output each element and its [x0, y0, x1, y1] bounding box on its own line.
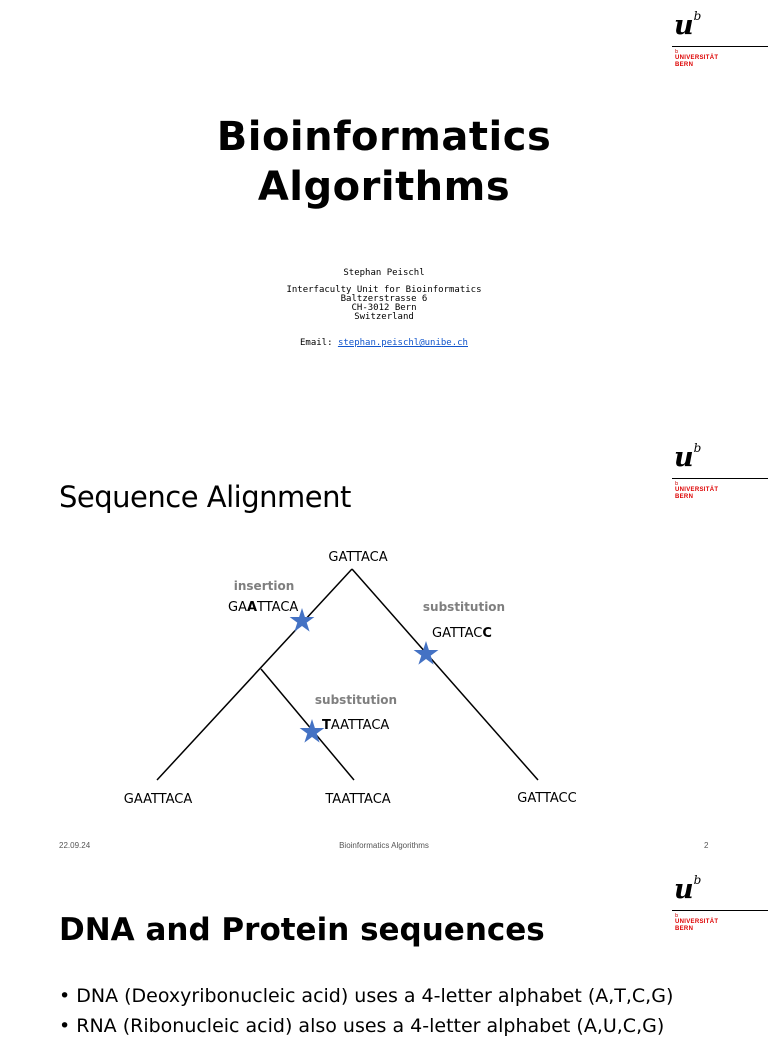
email-line — [0, 339, 768, 348]
page-number: 2 — [704, 841, 709, 850]
email-label: Email: — [300, 338, 333, 348]
insertion-label: insertion — [233, 579, 295, 593]
substitution-mid-label: substitution — [314, 693, 398, 707]
slide-title: DNA and Protein sequences — [59, 912, 545, 948]
logo-text: UNIVERSITÄT BERN — [675, 919, 719, 932]
logo-text: UNIVERSITÄT BERN — [675, 55, 719, 68]
substitution-right-label: substitution — [422, 600, 506, 614]
root-sequence: GATTACA — [328, 550, 388, 565]
university-logo — [672, 0, 768, 72]
slide-title: Sequence Alignment — [59, 480, 351, 514]
leaf-mid: TAATTACA — [325, 792, 391, 807]
author-country: Switzerland — [354, 312, 414, 322]
substitution-right-sequence: GATTACC — [432, 626, 492, 641]
footer-date: 22.09.24 — [59, 841, 91, 850]
sequence-alignment-slide — [0, 432, 768, 864]
logo-rule — [672, 910, 768, 911]
bullet-item: • DNA (Deoxyribonucleic acid) uses a 4-letter alphabet (A,T,C,G) — [59, 985, 674, 1007]
author-city: CH-3012 Bern — [351, 303, 417, 313]
substitution-mid-sequence: TAATTACA — [322, 718, 390, 733]
bullet-item: • RNA (Ribonucleic acid) also uses a 4-letter alphabet (A,U,C,G) — [59, 1015, 665, 1037]
substitution-right-star-icon — [414, 641, 439, 665]
author-street: Baltzerstrasse 6 — [340, 294, 428, 304]
dna-protein-slide — [0, 864, 768, 1037]
bullet-list — [59, 981, 673, 1041]
logo-b-mark: b — [675, 481, 679, 487]
logo-b-mark: b — [675, 49, 679, 55]
insertion-sequence: GAATTACA — [228, 600, 299, 615]
presentation-title: Bioinformatics Algorithms — [216, 114, 552, 210]
phylogenetic-tree — [0, 432, 768, 864]
leaf-right: GATTACC — [517, 791, 577, 806]
author-unit: Interfaculty Unit for Bioinformatics — [286, 285, 482, 295]
footer-title: Bioinformatics Algorithms — [339, 841, 429, 850]
logo-b-mark: b — [675, 913, 679, 919]
leaf-left: GAATTACA — [123, 792, 193, 807]
logo-rule — [672, 46, 768, 47]
logo-ub-mark: $u^b$ — [674, 873, 702, 905]
title-slide — [0, 0, 768, 432]
logo-ub-mark: $u^b$ — [674, 9, 702, 41]
author-block — [0, 269, 768, 348]
logo-text: UNIVERSITÄT BERN — [675, 487, 719, 500]
email-link[interactable]: stephan.peischl@unibe.ch — [337, 338, 468, 348]
logo-ub-mark: $u^b$ — [674, 441, 702, 473]
substitution-mid-star-icon — [300, 719, 325, 743]
author-name: Stephan Peischl — [343, 268, 425, 278]
university-logo — [672, 864, 768, 936]
